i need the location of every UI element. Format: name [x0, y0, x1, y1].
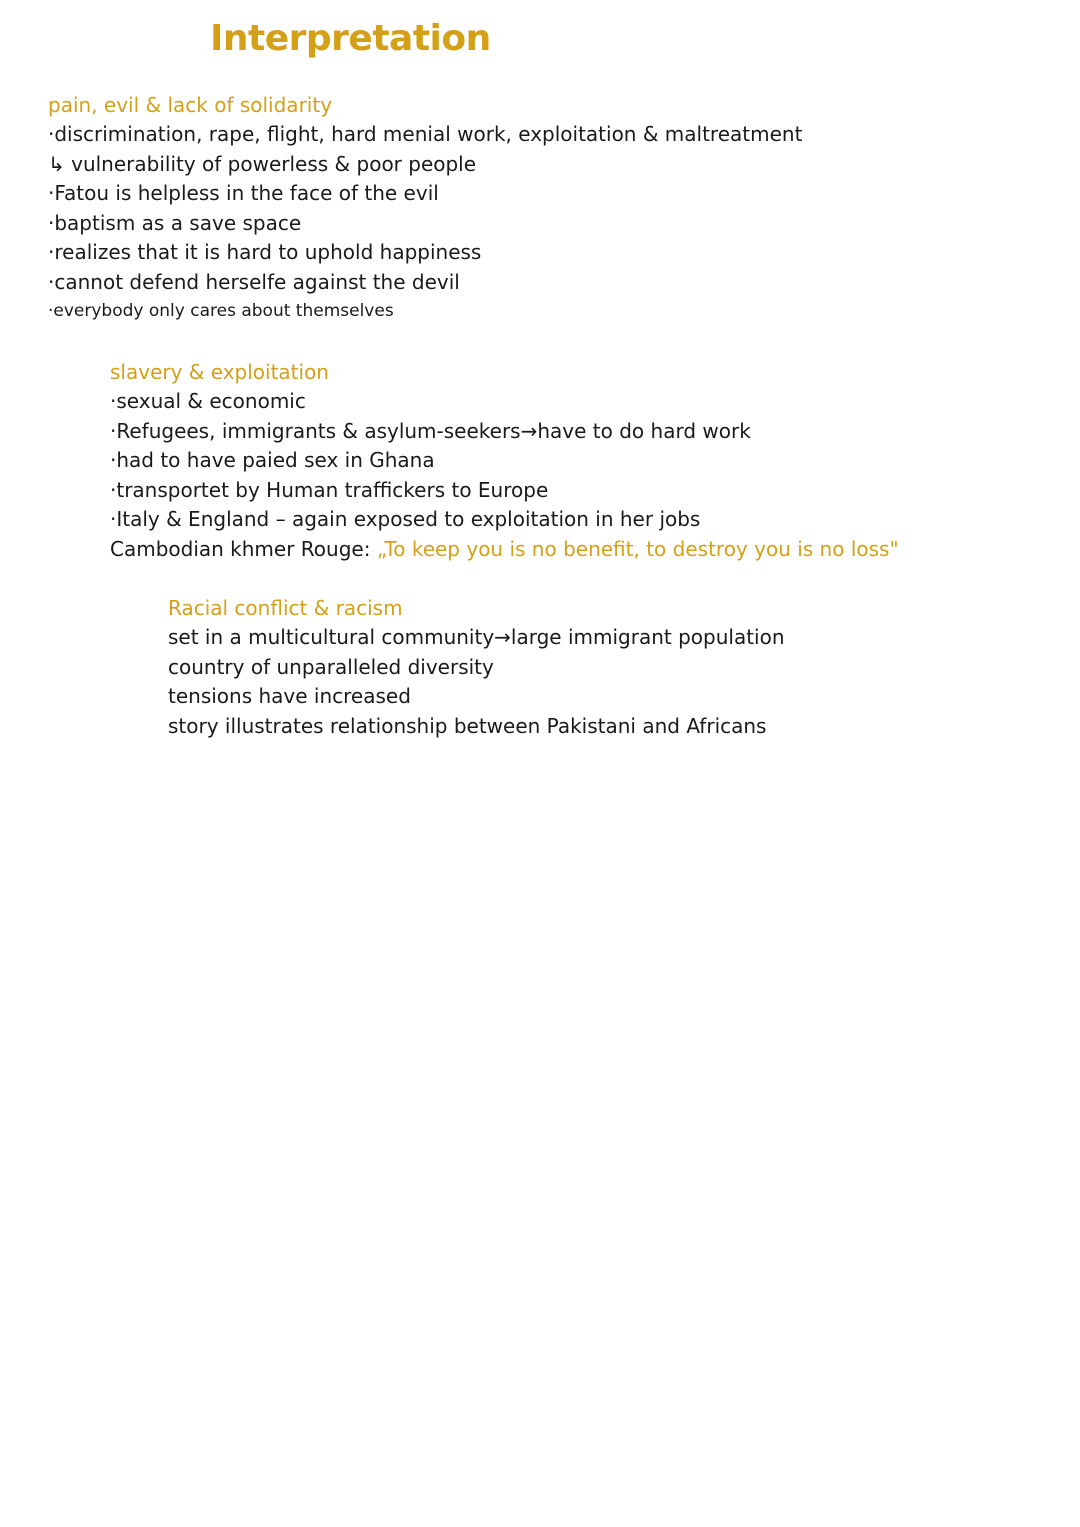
section-heading: slavery & exploitation [110, 360, 329, 384]
note-line: ·transportet by Human traffickers to Europe [110, 477, 549, 502]
quote-prefix: Cambodian khmer Rouge: [110, 536, 377, 561]
note-line: ·sexual & economic [110, 389, 306, 413]
note-line: tensions have increased [168, 684, 411, 708]
note-line: ·cannot defend herselfe against the devil [48, 269, 460, 294]
note-line: ·everybody only cares about themselves [48, 301, 394, 321]
note-line: ↳ vulnerability of powerless & poor people [48, 151, 477, 176]
note-line: ·had to have paied sex in Ghana [110, 448, 435, 472]
note-line: ·realizes that it is hard to uphold happiness [48, 240, 482, 264]
quote-line [110, 535, 899, 565]
note-line: ·Fatou is helpless in the face of the evil [48, 181, 439, 205]
note-line: ·Refugees, immigrants & asylum-seekers→have to do hard work [110, 418, 751, 443]
note-line: ·discrimination, rape, flight, hard menial work, exploitation & maltreatment [48, 122, 803, 146]
section-slavery-exploitation [110, 357, 899, 564]
note-line: ·baptism as a save space [48, 210, 302, 235]
section-pain-evil [48, 90, 802, 327]
section-racial-conflict [168, 593, 785, 741]
note-line: ·Italy & England – again exposed to exploitation in her jobs [110, 507, 701, 531]
note-line: set in a multicultural community→large immigrant population [168, 625, 785, 649]
note-line: story illustrates relationship between Pakistani and Africans [168, 713, 767, 738]
quote-text: „To keep you is no benefit, to destroy you is no loss" [376, 536, 899, 561]
section-heading: Racial conflict & racism [168, 596, 403, 620]
page-title: Interpretation [210, 18, 491, 59]
note-line: country of unparalleled diversity [168, 654, 494, 679]
section-heading: pain, evil & lack of solidarity [48, 93, 333, 117]
